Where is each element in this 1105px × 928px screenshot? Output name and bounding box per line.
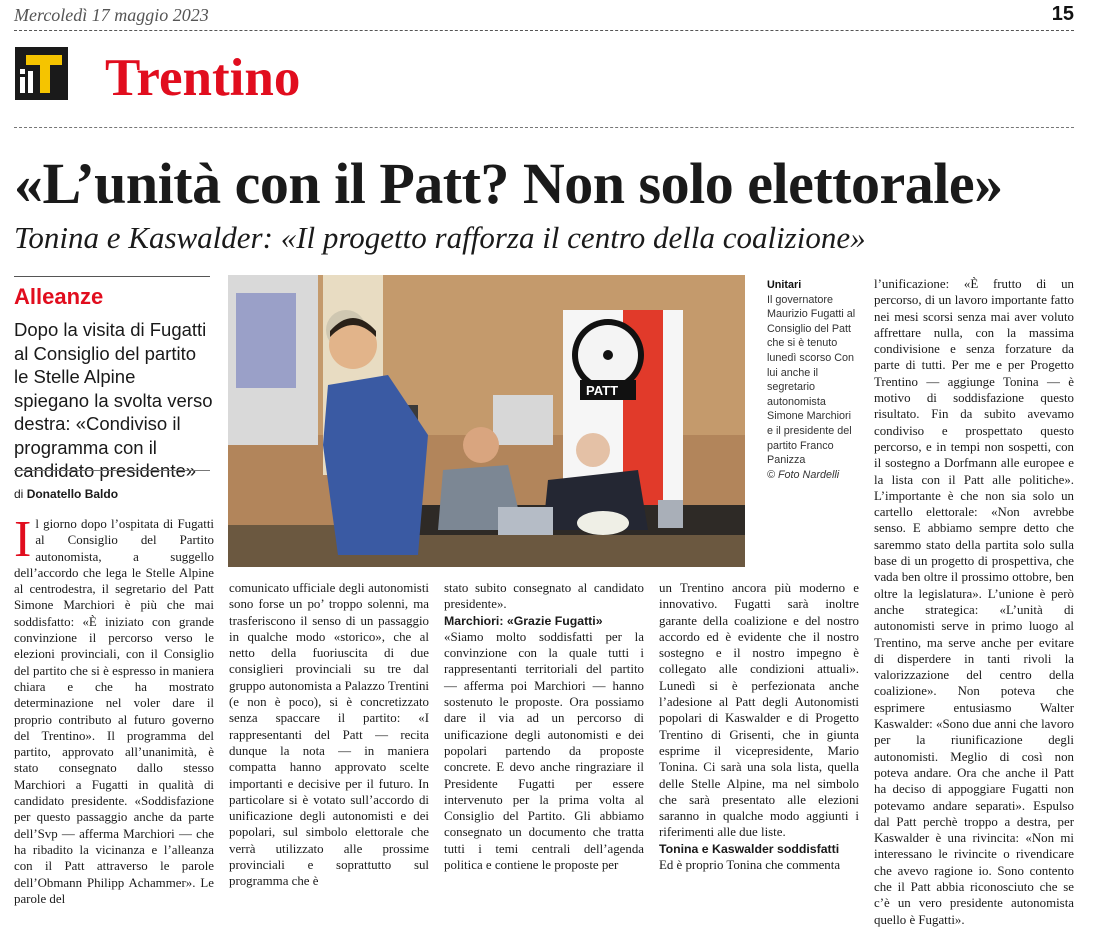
body-text: Ed è proprio Tonina che commenta: [659, 858, 841, 873]
subheadline: Tonina e Kaswalder: «Il progetto rafforza il centro della coalizione»: [14, 220, 866, 255]
drop-cap: I: [14, 511, 32, 568]
divider: [14, 470, 210, 471]
body-text: l’unificazione: «È frutto di un percorso, di un lavoro importante fatto nei mesi scorsi senza mai aver voluto affrettare nulla, con la massima condivisione e senza forzature da parte di tutti. Per me e per Progetto Trentino — aggiunge Tonina — è motivo di soddisfazione questo risultato. Fin da subito avevamo condiviso e prospettato questo percorso, e in tempi non sospetti, con il sostegno a Dorfmann alle europee e la lista con il Patt alle politiche». L’importante è che non sia solo un cartello elettorale: «Non avrebbe senso. E abbiamo sempre detto che saremmo stato della partita solo sulla base di un progetto di prospettiva, che vada ben oltre il prossimo ottobre, ben oltre la legislatura». L’unione è però anche strategica: «L’unità di autonomisti serve in primo luogo al Trentino, ma serve anche per evitare di disperdere in tanti rivoli la valorizzazione del centro della coalizione». Non poteva che esprimere entusiasmo Walter Kaswalder: «Sono due anni che lavoro per la riunificazione degli autonomisti. Meglio di così non poteva andare. Ora che anche il Patt ha deciso di appoggiare Fugatti non potevamo andare separati». Espulso dal Patt perchè troppo a destra, per Kaswalder è una rivincita: «Non mi interessano le rivincite o rivendicare che avevo ragione io. Sono contento che il Patt abbia riconosciuto che se c’è un vero presidente autonomista quello è Fugatti».: [874, 277, 1074, 927]
topic-label: Alleanze: [14, 284, 104, 309]
article-photo: [228, 275, 745, 567]
summary-text: Dopo la visita di Fugatti al Consiglio del partito le Stelle Alpine spiegano la svolta verso destra: «Condiviso il programma con il candidato presidente»: [14, 319, 213, 481]
byline-author: Donatello Baldo: [26, 487, 119, 501]
caption-credit: © Foto Nardelli: [767, 468, 840, 481]
body-text: un Trentino ancora più moderno e innovativo. Fugatti sarà inoltre garante della coalizione e del nostro accordo ed è evidente che il nostro sostegno e il nostro impegno è collegato alle condizioni attuali». Lunedì si è perfezionata anche l’adesione al Patt degli Autonomisti popolari di Kaswalder e di Progetto Trentino di Grisenti, che in giunta esprime il vicepresidente, Mario Tonina. Ci sarà una sola lista, quella delle Stelle Alpine, ma nel simbolo che sarà presentato alle elezioni saranno in qualche modo aggiunti i riferimenti alle due liste.: [659, 581, 859, 840]
byline: [14, 487, 118, 501]
meeting-photo-icon: [228, 275, 745, 567]
section-subheading: Marchiori: «Grazie Fugatti»: [444, 613, 603, 628]
article-column-4: [659, 580, 859, 873]
publication-logo: [15, 47, 68, 100]
body-text: l giorno dopo l’ospitata di Fugatti al Consiglio del Partito autonomista, a suggello dell’accordo che lega le Stelle Alpine al centrodestra, il segretario del Patt Simone Marchiori è più che mai soddisfatto: «È iniziato con grande convinzione il percorso verso le elezioni provinciali, con il Consiglio del partito che si è espresso in maniera chiara e che ha mostrato determinazione nel voler dare il proprio contributo al futuro governo del Trentino». Il programma del partito, approvato all’unanimità, è stato consegnato dallo stesso Marchiori a Fugatti in qualità di candidato presidente. «Soddisfazione per questo passaggio anche da parte dell’Svp — afferma Marchiori — che ha ribadito la vicinanza e l’alleanza con il Patt attraverso le parole dell’Obmann Philipp Achammer». Le parole del: [14, 517, 214, 906]
divider: [14, 276, 210, 277]
page-header: [14, 0, 1074, 31]
article-column-1: [14, 511, 214, 907]
photo-caption: [767, 278, 857, 482]
page-number: 15: [1051, 3, 1074, 25]
caption-title: Unitari: [767, 279, 802, 291]
body-text: «Siamo molto soddisfatti per la convinzione con la quale tutti i rappresentanti territoriali del partito — afferma poi Marchiori — hanno sostenuto le proposte. Ora possiamo dare il via ad un percorso di unificazione degli autonomisti e dei popolari partendo da proposte concrete. E devo anche ringraziare il Presidente Fugatti per essere intervenuto per la prima volta al Consiglio del Partito. Gli abbiamo consegnato un documento che tratta tutti i temi centrali dell’agenda politica e contiene le proposte per: [444, 629, 644, 873]
issue-date: Mercoledì 17 maggio 2023: [14, 5, 209, 25]
banner-text: PATT: [586, 383, 619, 398]
body-text: stato subito consegnato al candidato presidente».: [444, 581, 644, 612]
article-column-3: [444, 580, 644, 873]
headline: «L’unità con il Patt? Non solo elettorale»: [14, 151, 1003, 216]
caption-body: Il governatore Maurizio Fugatti al Consiglio del Patt che si è tenuto lunedì scorso Con lui anche il segretario autonomista Simone Marchiori e il presidente del partito Franco Panizza: [767, 293, 856, 467]
body-text: comunicato ufficiale degli autonomisti sono forse un po’ troppo solenni, ma trasferiscono il senso di un passaggio in qualche modo «storico», che al netto della fuoriuscita di due consiglieri provinciali su tre dal gruppo autonomista a Palazzo Trentini (e non è poco), si è concretizzato senza spaccare il partito: «I rappresentanti del Patt — recita dunque la nota — in maniera compatta hanno approvato scelte importanti e decisive per il futuro. In particolare si è votato sull’accordo di unificazione degli autonomisti e dei popolari, sul simbolo elettorale che verrà utilizzato alle prossime provinciali e soprattutto sul programma che è: [229, 581, 429, 889]
article-column-5: [874, 276, 1074, 928]
section-subheading: Tonina e Kaswalder soddisfatti: [659, 841, 840, 856]
article-column-2: [229, 580, 429, 890]
divider: [14, 127, 1074, 128]
section-title: Trentino: [105, 49, 301, 107]
logo-mark-icon: [15, 47, 68, 100]
byline-prefix: di: [14, 487, 24, 501]
